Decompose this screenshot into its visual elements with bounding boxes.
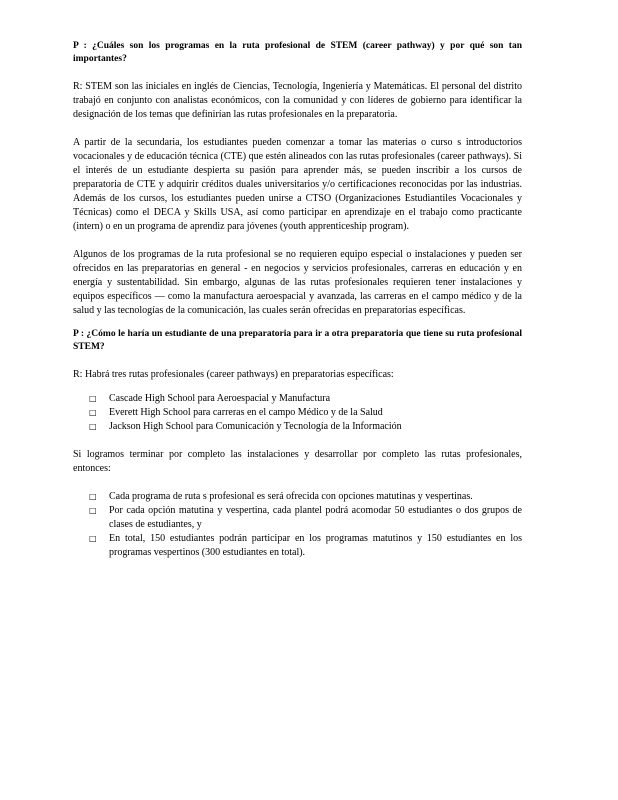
answer-1-paragraph-3: Algunos de los programas de la ruta profesional se no requieren equipo especial o instalaciones y pueden ser ofrecidos en las preparatorias en general - en negocios y servicios profesionales, carreras en educación y en energía y sustentabilidad. Sin embargo, algunas de las rutas profesionales requieren tener instalaciones y equipos específicos — como la manufactura aeroespacial y avanzada, las carreras en el campo médico y de la salud y las tecnologías de la comunicación, las cuales serán ofrecidas en preparatorias específicas. [73,249,522,316]
answer-2-intro: R: Habrá tres rutas profesionales (career pathways) en preparatorias específicas: [73,369,394,380]
question-2: P : ¿Cómo le haría un estudiante de una preparatoria para ir a otra preparatoria que tiene su ruta profesional STEM? [73,329,522,352]
facts-list [73,490,522,560]
bullet-icon: □ [89,422,97,431]
list-item: □ En total, 150 estudiantes podrán participar en los programas matutinos y 150 estudiantes en los programas vespertinos (300 estudiantes en total). [89,533,522,558]
conditions-paragraph: Si logramos terminar por completo las instalaciones y desarrollar por completo las rutas profesionales, entonces: [73,449,522,474]
bullet-icon: □ [89,506,97,515]
list-item: □ Cascade High School para Aeroespacial y Manufactura [89,393,331,404]
bullet-icon: □ [89,534,97,543]
list-item: □ Por cada opción matutina y vespertina, cada plantel podrá acomodar 50 estudiantes o dos grupos de clases de estudiantes, y [89,505,522,530]
bullet-icon: □ [89,492,97,501]
schools-list [73,392,522,434]
list-item: □ Cada programa de ruta s profesional es será ofrecida con opciones matutinas y vespertinas. [89,491,473,502]
bullet-icon: □ [89,408,97,417]
question-1: P : ¿Cuáles son los programas en la ruta profesional de STEM (career pathway) y por qué son tan importantes? [73,41,522,64]
list-item: □ Everett High School para carreras en el campo Médico y de la Salud [89,407,383,418]
bullet-icon: □ [89,394,97,403]
answer-1-paragraph-1: R: STEM son las iniciales en inglés de Ciencias, Tecnología, Ingeniería y Matemáticas. El personal del distrito trabajó en conjunto con analistas económicos, con la comunidad y con líderes de gobierno para identificar la designación de los temas que definirían las rutas profesionales en la preparatoria. [73,81,522,120]
answer-1-paragraph-2: A partir de la secundaria, los estudiantes pueden comenzar a tomar las materias o curso s introductorios vocacionales y de educación técnica (CTE) que estén alineados con las rutas profesionales (career pathways). Si el interés de un estudiante despierta su pasión para aprender más, se pueden inscribir a los cursos de preparatoria de CTE y adquirir créditos duales universitarios y/o certificaciones reconocidas por las industrias. Además de los cursos, los estudiantes pueden unirse a CTSO (Organizaciones Estudiantiles Vocacionales y Técnicas) como el DECA y Skills USA, así como participar en aprendizaje en el trabajo como practicante (intern) o en un programa de aprendiz para jóvenes (youth apprenticeship program). [73,137,522,232]
list-item: □ Jackson High School para Comunicación y Tecnología de la Información [89,421,402,432]
